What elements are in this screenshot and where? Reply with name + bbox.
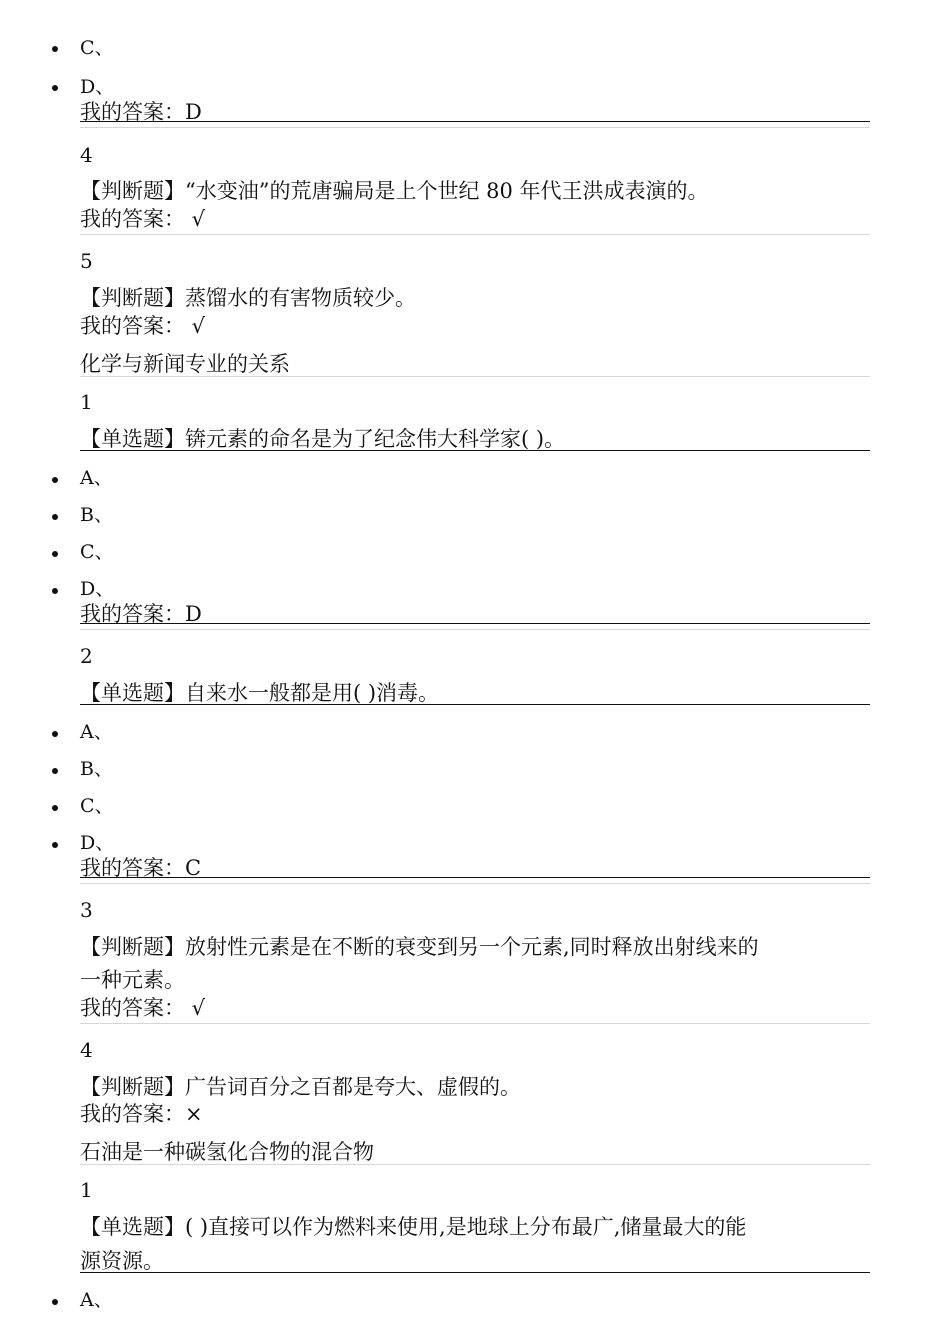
question-number: 3 xyxy=(80,898,93,922)
divider xyxy=(80,234,870,235)
option-c: C、 xyxy=(80,541,114,563)
question-text-line2: 一种元素。 xyxy=(80,968,185,992)
option-d: D、 xyxy=(80,578,115,600)
question-number: 4 xyxy=(80,143,93,167)
bullet-icon xyxy=(52,477,58,483)
question-text: 【单选题】锛元素的命名是为了纪念伟大科学家( )。 xyxy=(80,427,566,451)
my-answer: 我的答案： √ xyxy=(80,314,206,338)
divider xyxy=(80,1272,870,1273)
divider xyxy=(80,1023,870,1024)
question-number: 5 xyxy=(80,249,93,273)
section-title: 化学与新闻专业的关系 xyxy=(80,352,290,376)
bullet-icon xyxy=(52,514,58,520)
option-a: A、 xyxy=(80,1289,113,1311)
question-number: 2 xyxy=(80,644,93,668)
option-c: C、 xyxy=(80,37,114,59)
question-number: 4 xyxy=(80,1038,93,1062)
my-answer: 我的答案：× xyxy=(80,1102,203,1126)
section-title: 石油是一种碳氢化合物的混合物 xyxy=(80,1140,374,1164)
bullet-icon xyxy=(52,731,58,737)
bullet-icon xyxy=(52,85,58,91)
bullet-icon xyxy=(52,46,58,52)
question-text-line1: 【判断题】放射性元素是在不断的衰变到另一个元素,同时释放出射线来的 xyxy=(80,935,759,959)
question-text: 【判断题】广告词百分之百都是夸大、虚假的。 xyxy=(80,1075,521,1099)
my-answer: 我的答案：D xyxy=(80,602,202,626)
question-text: 【单选题】自来水一般都是用( )消毒。 xyxy=(80,681,440,705)
my-answer: 我的答案： √ xyxy=(80,996,206,1020)
my-answer: 我的答案： √ xyxy=(80,207,206,231)
bullet-icon xyxy=(52,551,58,557)
option-c: C、 xyxy=(80,795,114,817)
question-text-line2: 源资源。 xyxy=(80,1249,164,1273)
question-number: 1 xyxy=(80,1178,93,1202)
bullet-icon xyxy=(52,588,58,594)
option-d: D、 xyxy=(80,832,115,854)
option-a: A、 xyxy=(80,467,113,489)
option-b: B、 xyxy=(80,504,113,526)
divider xyxy=(80,127,870,128)
divider xyxy=(80,450,870,451)
bullet-icon xyxy=(52,805,58,811)
divider xyxy=(80,704,870,705)
divider xyxy=(80,1164,870,1165)
option-d: D、 xyxy=(80,76,115,98)
bullet-icon xyxy=(52,768,58,774)
divider xyxy=(80,121,870,122)
divider xyxy=(80,623,870,624)
bullet-icon xyxy=(52,1299,58,1305)
option-b: B、 xyxy=(80,758,113,780)
question-number: 1 xyxy=(80,390,93,414)
divider xyxy=(80,376,870,377)
divider xyxy=(80,877,870,878)
question-text-line1: 【单选题】( )直接可以作为燃料来使用,是地球上分布最广,储量最大的能 xyxy=(80,1215,747,1239)
my-answer: 我的答案：C xyxy=(80,856,202,880)
question-text: 【判断题】蒸馏水的有害物质较少。 xyxy=(80,286,416,310)
divider xyxy=(80,629,870,630)
bullet-icon xyxy=(52,842,58,848)
option-a: A、 xyxy=(80,721,113,743)
my-answer: 我的答案：D xyxy=(80,100,202,124)
question-text: 【判断题】“水变油”的荒唐骗局是上个世纪 80 年代王洪成表演的。 xyxy=(80,179,709,203)
divider xyxy=(80,883,870,884)
